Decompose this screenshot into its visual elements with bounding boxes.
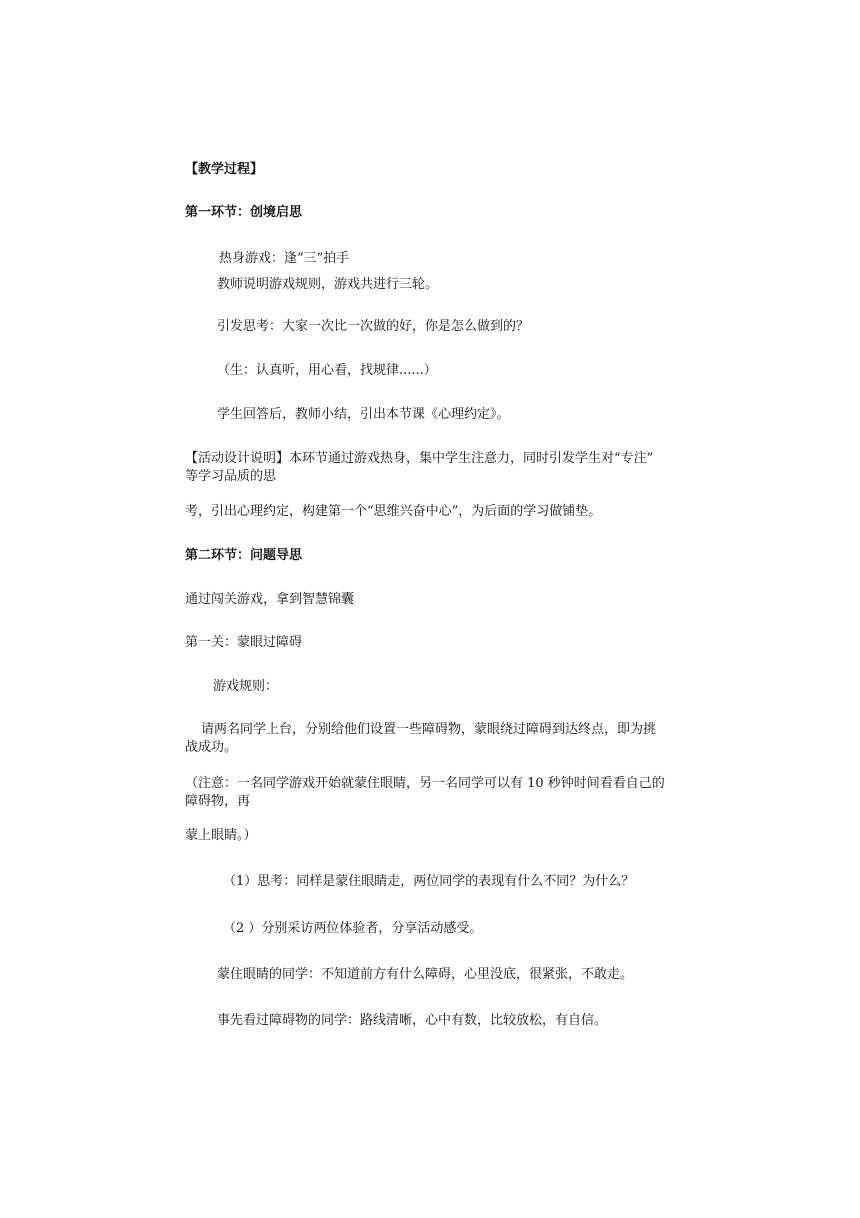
think-question-1: （1）思考：同样是蒙住眼睛走，两位同学的表现有什么不同？为什么？ [223, 874, 635, 889]
game-rules-text: 教师说明游戏规则，游戏共进行三轮。 [217, 277, 439, 292]
game-rules-line1: 请两名同学上台，分别给他们设置一些障碍物，蒙眼绕过障碍到达终点，即为挑 [201, 722, 657, 737]
design-note-line1: 【活动设计说明】本环节通过游戏热身，集中学生注意力，同时引发学生对“专注” [185, 451, 654, 466]
design-note-line3: 考，引出心理约定，构建第一个“思维兴奋中心”，为后面的学习做铺垫。 [185, 504, 602, 519]
warmup-game: 热身游戏：逢“三”拍手 [219, 251, 350, 266]
reflection-question: 引发思考：大家一次比一次做的好，你是怎么做到的？ [217, 319, 530, 334]
student-answer: （生：认真听，用心看，找规律......） [217, 363, 437, 378]
page-heading: 【教学过程】 [185, 162, 264, 177]
think-question-2: （2 ）分别采访两位体验者，分享活动感受。 [223, 921, 483, 936]
game-rules-label: 游戏规则： [213, 679, 279, 694]
design-note-line2: 等学习品质的思 [185, 469, 277, 484]
note-line2: 障碍物，再 [185, 794, 251, 809]
level1-title: 第一关：蒙眼过障碍 [185, 635, 303, 650]
game-rules-line2: 战成功。 [185, 740, 238, 755]
note-line3: 蒙上眼睛。） [185, 828, 257, 843]
section2-title: 第二环节：问题导思 [185, 548, 303, 563]
prepared-student-response: 事先看过障碍物的同学：路线清晰，心中有数，比较放松，有自信。 [217, 1013, 608, 1028]
note-line1: （注意：一名同学游戏开始就蒙住眼睛，另一名同学可以有 10 秒钟时间看看自己的 [185, 776, 665, 791]
blindfolded-student-response: 蒙住眼睛的同学：不知道前方有什么障碍，心里没底，很紧张，不敢走。 [217, 967, 634, 982]
teacher-summary: 学生回答后，教师小结，引出本节课《心理约定》。 [217, 407, 510, 422]
section2-intro: 通过闯关游戏，拿到智慧锦囊 [185, 592, 355, 607]
section1-title: 第一环节：创境启思 [185, 205, 303, 220]
